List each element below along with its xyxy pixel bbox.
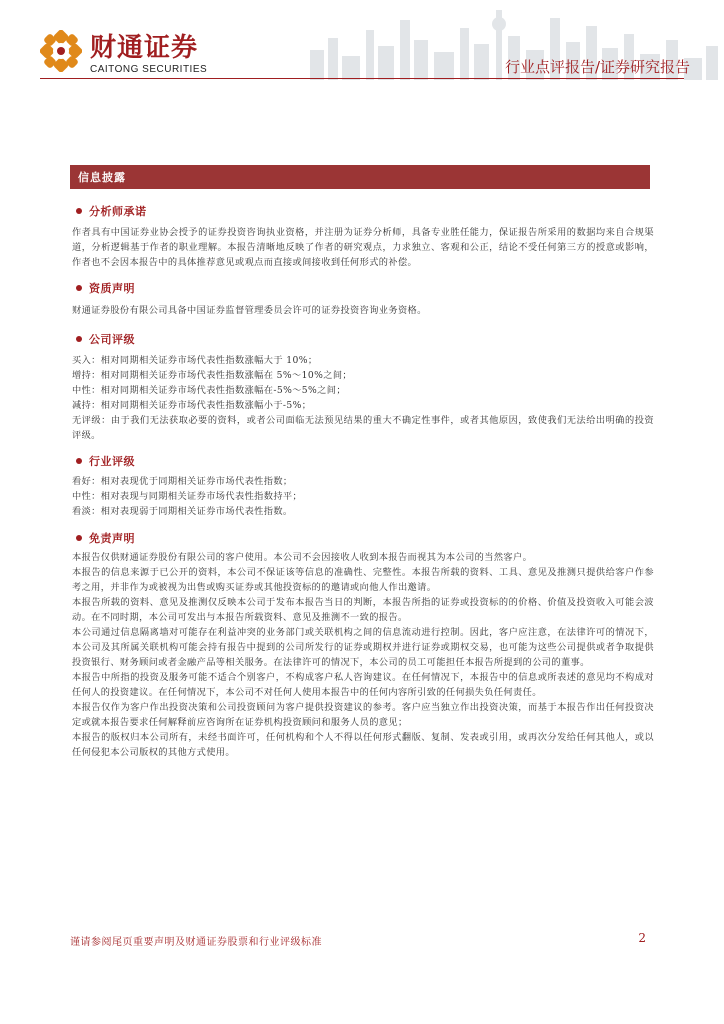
caitong-logo-icon [40, 30, 82, 72]
page-number: 2 [638, 931, 646, 945]
header-divider [40, 78, 684, 79]
rating-line: 买入：相对同期相关证券市场代表性指数涨幅大于 10%； [72, 355, 318, 366]
section-title: 行业评级 [89, 455, 135, 468]
page-header [0, 0, 724, 80]
disclaimer-paragraph: 本报告中所指的投资及服务可能不适合个别客户，不构成客户私人咨询建议。在任何情况下，本报告中的信息或所表述的意见均不构成对任何人的投资建议。在任何情况下，本公司不对任何人使用本报告中的任何内容所引致的任何损失负任何责任。 [72, 672, 654, 698]
rating-line: 增持：相对同期相关证券市场代表性指数涨幅在 5%～10%之间； [72, 370, 353, 381]
section-title: 公司评级 [89, 333, 135, 346]
industry-rating-list [72, 474, 654, 519]
disclaimer-paragraph: 本公司通过信息隔离墙对可能存在利益冲突的业务部门或关联机构之间的信息流动进行控制。因此，客户应注意，在法律许可的情况下，本公司及其所属关联机构可能会持有报告中提到的公司所发行的证券或期权并进行证券或期权交易，也可能为这些公司提供或者争取提供投资银行、财务顾问或者金融产品等相关服务。在法律许可的情况下，本公司的员工可能担任本报告所提到的公司的董事。 [72, 627, 654, 668]
rating-line: 中性：相对表现与同期相关证券市场代表性指数持平； [72, 491, 303, 502]
disclaimer-body [72, 550, 654, 760]
disclaimer-paragraph: 本报告所载的资料、意见及推测仅反映本公司于发布本报告当日的判断，本报告所指的证券或投资标的的价格、价值及投资收入可能会波动。在不同时期，本公司可发出与本报告所载资料、意见及推测不一致的报告。 [72, 597, 654, 623]
qualification-text: 财通证券股份有限公司具备中国证券监督管理委员会许可的证券投资咨询业务资格。 [72, 305, 427, 316]
disclaimer-paragraph: 本报告仅供财通证券股份有限公司的客户使用。本公司不会因接收人收到本报告而视其为本公司的当然客户。 [72, 552, 533, 563]
section-title: 资质声明 [89, 282, 135, 295]
rating-line: 看好：相对表现优于同期相关证券市场代表性指数； [72, 476, 293, 487]
section-heading-company-rating [76, 331, 135, 347]
banner-title: 信息披露 [78, 171, 126, 184]
bullet-icon [76, 336, 82, 342]
footer-note: 谨请参阅尾页重要声明及财通证券股票和行业评级标准 [70, 937, 322, 948]
section-heading-disclaimer [76, 530, 135, 546]
section-heading-analyst [76, 203, 147, 219]
rating-line: 无评级：由于我们无法获取必要的资料，或者公司面临无法预见结果的重大不确定性事件，或者其他原因，致使我们无法给出明确的投资评级。 [72, 415, 654, 441]
company-rating-list [72, 353, 654, 443]
disclaimer-paragraph: 本报告的信息来源于已公开的资料，本公司不保证该等信息的准确性、完整性。本报告所载的资料、工具、意见及推测只提供给客户作参考之用，并非作为或被视为出售或购买证券或其他投资标的的邀请或向他人作出邀请。 [72, 567, 654, 593]
brand-name-en: CAITONG SECURITIES [90, 64, 208, 75]
bullet-icon [76, 285, 82, 291]
rating-line: 中性：相对同期相关证券市场代表性指数涨幅在-5%～5%之间； [72, 385, 346, 396]
section-title: 分析师承诺 [89, 205, 147, 218]
section-banner [70, 165, 650, 189]
bullet-icon [76, 458, 82, 464]
analyst-commitment-text: 作者具有中国证券业协会授予的证券投资咨询执业资格，并注册为证券分析师，具备专业胜任能力，保证报告所采用的数据均来自合规渠道，分析逻辑基于作者的职业理解。本报告清晰地反映了作者的研究观点，力求独立、客观和公正，结论不受任何第三方的授意或影响，作者也不会因本报告中的具体推荐意见或观点而直接或间接收到任何形式的补偿。 [72, 227, 654, 268]
disclaimer-paragraph: 本报告仅作为客户作出投资决策和公司投资顾问为客户提供投资建议的参考。客户应当独立作出投资决策，而基于本报告作出任何投资决定或就本报告要求任何解释前应咨询所在证券机构投资顾问和服务人员的意见； [72, 702, 654, 728]
rating-line: 看淡：相对表现弱于同期相关证券市场代表性指数。 [72, 506, 293, 517]
section-title: 免责声明 [89, 532, 135, 545]
section-heading-qualification [76, 280, 135, 296]
report-type-label: 行业点评报告/证券研究报告 [504, 58, 690, 76]
brand-name-cn: 财通证券 [90, 33, 199, 63]
bullet-icon [76, 535, 82, 541]
section-heading-industry-rating [76, 453, 135, 469]
bullet-icon [76, 208, 82, 214]
rating-line: 减持：相对同期相关证券市场代表性指数涨幅小于-5%； [72, 400, 312, 411]
disclaimer-paragraph: 本报告的版权归本公司所有，未经书面许可，任何机构和个人不得以任何形式翻版、复制、发表或引用，或再次分发给任何其他人，或以任何侵犯本公司版权的其他方式使用。 [72, 732, 654, 758]
